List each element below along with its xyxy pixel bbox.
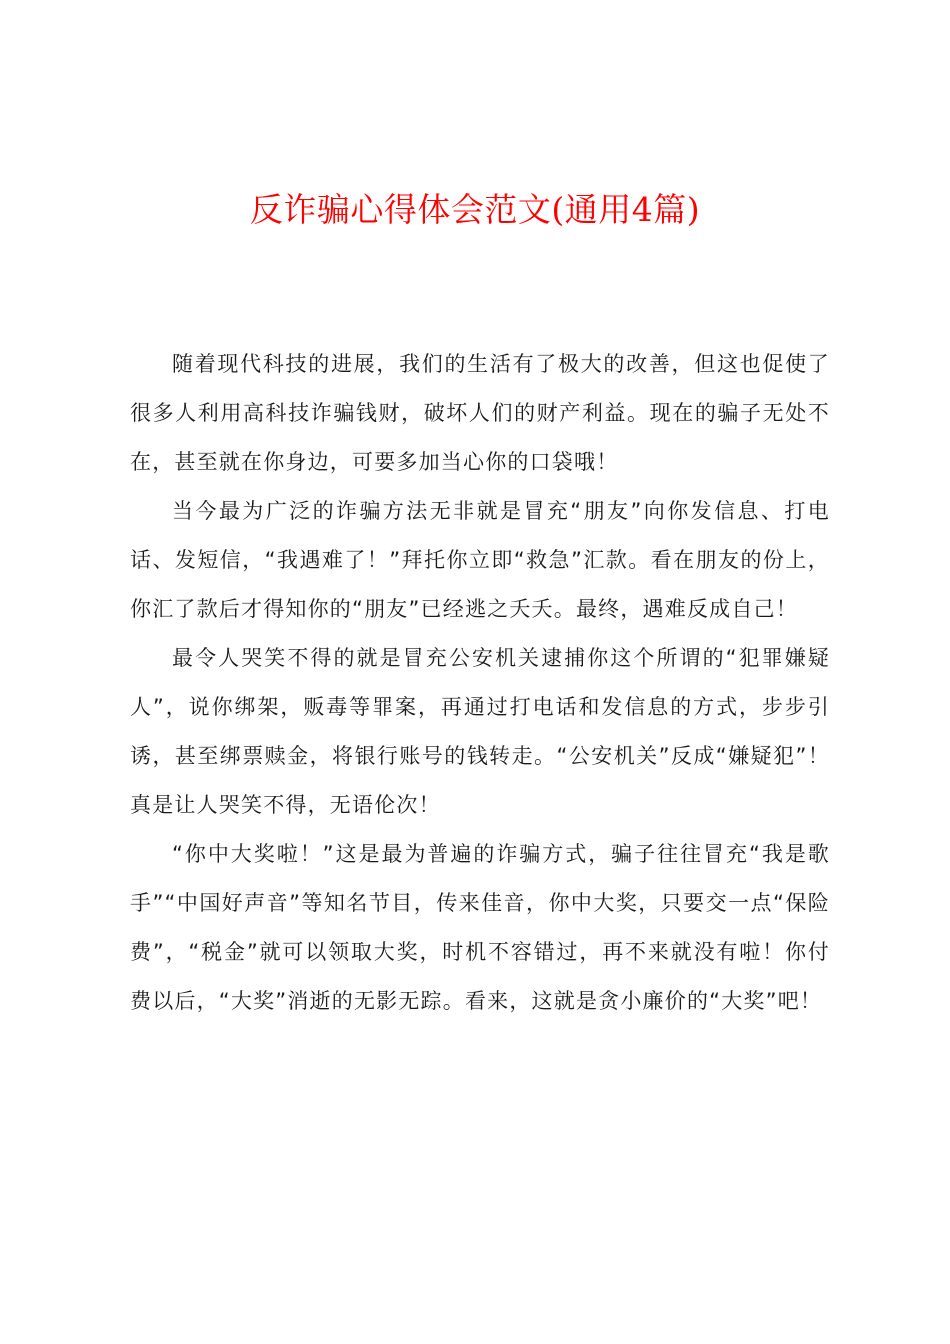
paragraph-3: 最令人哭笑不得的就是冒充公安机关逮捕你这个所谓的“犯罪嫌疑人”，说你绑架，贩毒等罪案，再通过打电话和发信息的方式，步步引诱，甚至绑票赎金，将银行账号的钱转走。“公安机关”反成“嫌疑犯”！真是让人哭笑不得，无语伦次！ (130, 646, 830, 817)
paragraph-1: 随着现代科技的进展，我们的生活有了极大的改善，但这也促使了很多人利用高科技诈骗钱财，破坏人们的财产利益。现在的骗子无处不在，甚至就在你身边，可要多加当心你的口袋哦！ (130, 352, 830, 474)
document-body (130, 340, 830, 1026)
paragraph-4: “你中大奖啦！”这是最为普遍的诈骗方式，骗子往往冒充“我是歌手”“中国好声音”等知名节目，传来佳音，你中大奖，只要交一点“保险费”，“税金”就可以领取大奖，时机不容错过，再不来就没有啦！你付费以后，“大奖”消逝的无影无踪。看来，这就是贪小廉价的“大奖”吧！ (130, 842, 830, 1013)
document-title: 反诈骗心得体会范文(通用4篇) (249, 190, 701, 229)
paragraph-2: 当今最为广泛的诈骗方法无非就是冒充“朋友”向你发信息、打电话、发短信，“我遇难了！”拜托你立即“救急”汇款。看在朋友的份上，你汇了款后才得知你的“朋友”已经逃之夭夭。最终，遇难反成自己！ (130, 499, 830, 621)
